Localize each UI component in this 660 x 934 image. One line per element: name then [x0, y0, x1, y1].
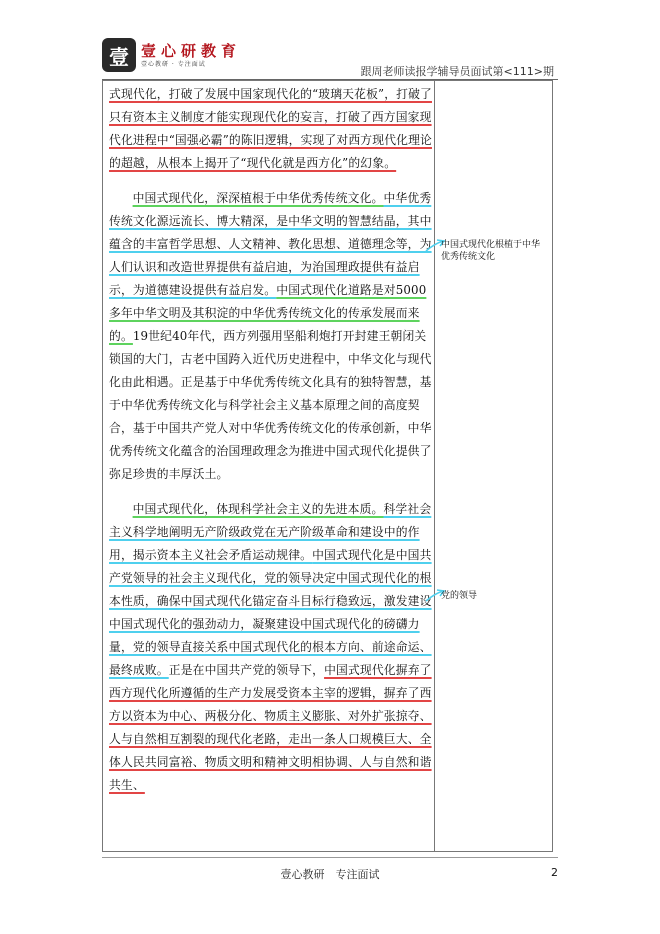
text-segment: 正是在中国共产党的领导下，: [168, 663, 325, 677]
footer-divider: [102, 857, 558, 858]
margin-note-culture: 中国式现代化根植于中华优秀传统文化: [441, 240, 541, 262]
paragraph-2: [109, 187, 437, 486]
logo-mark: 壹: [102, 38, 136, 72]
text-segment: 中华优秀传统文化源远流长、博大精深，是中华文明的智慧结晶，其中蕴含的丰富哲学思想、人文精神、教化思想、道德理念等，为人们认识和改造世界提供有益启迪，为治国理政提供有益启示，为道德建设提供有益启发。: [109, 191, 432, 297]
document-title: 跟周老师读报学辅导员面试第<111>期: [360, 65, 554, 78]
logo-name: 壹心研教育: [141, 41, 242, 60]
margin-note-party: 党的领导: [441, 591, 478, 601]
text-segment: 中国式现代化摒弃了西方现代化所遵循的生产力发展受资本主宰的逻辑，摒弃了西方以资本为中心、两极分化、物质主义膨胀、对外扩张掠夺、人与自然相互割裂的现代化老路，走出一条人口规模巨大、全体人民共同富裕、物质文明和精神文明相协调、人与自然和谐共生、: [109, 663, 432, 792]
text-segment: 式现代化，打破了发展中国家现代化的“玻璃天花板”，打破了只有资本主义制度才能实现现代化的妄言，打破了西方国家现代化进程中“国强必霸”的陈旧逻辑，实现了对西方现代化理论的超越，从根本上揭开了“现代化就是西方化”的幻象。: [109, 87, 432, 170]
logo: [102, 38, 241, 72]
article-body: [109, 83, 437, 809]
paragraph-1: [109, 83, 437, 175]
text-segment: 中国式现代化道路是对5000多年中华文明及其积淀的中华优秀传统文化的传承发展而来的。: [109, 283, 427, 343]
page-number: 2: [551, 866, 558, 879]
text-segment: 中国式现代化，深深植根于中华优秀传统文化。: [132, 191, 384, 205]
footer-slogan: 壹心教研 专注面试: [280, 868, 380, 881]
text-segment: 中国式现代化是中国共产党领导的社会主义现代化，党的领导决定中国式现代化的根本性质，确保中国式现代化锚定奋斗目标行稳致远，激发建设中国式现代化的强劲动力，凝聚建设中国式现代化的磅礴力量，党的领导直接关系中国式现代化的根本方向、前途命运、最终成败。: [109, 548, 432, 677]
text-segment: 中国式现代化，体现科学社会主义的先进本质。: [132, 502, 384, 516]
text-segment: 19世纪40年代，西方列强用坚船利炮打开封建王朝闭关锁国的大门，古老中国跨入近代历史进程中，中华文化与现代化由此相遇。正是基于中华优秀传统文化具有的独特智慧，基于中华优秀传统文化与科学社会主义基本原理之间的高度契合，基于中国共产党人对中华优秀传统文化的传承创新，中华优秀传统文化蕴含的治国理政理念为推进中国式现代化提供了弥足珍贵的丰厚沃土。: [109, 329, 432, 481]
paragraph-3: [109, 498, 437, 797]
logo-slogan: 壹心教研 · 专注面试: [141, 60, 206, 68]
text-segment: 科学社会主义科学地阐明无产阶级政党在无产阶级革命和建设中的作用，揭示资本主义社会矛盾运动规律。: [109, 502, 432, 562]
